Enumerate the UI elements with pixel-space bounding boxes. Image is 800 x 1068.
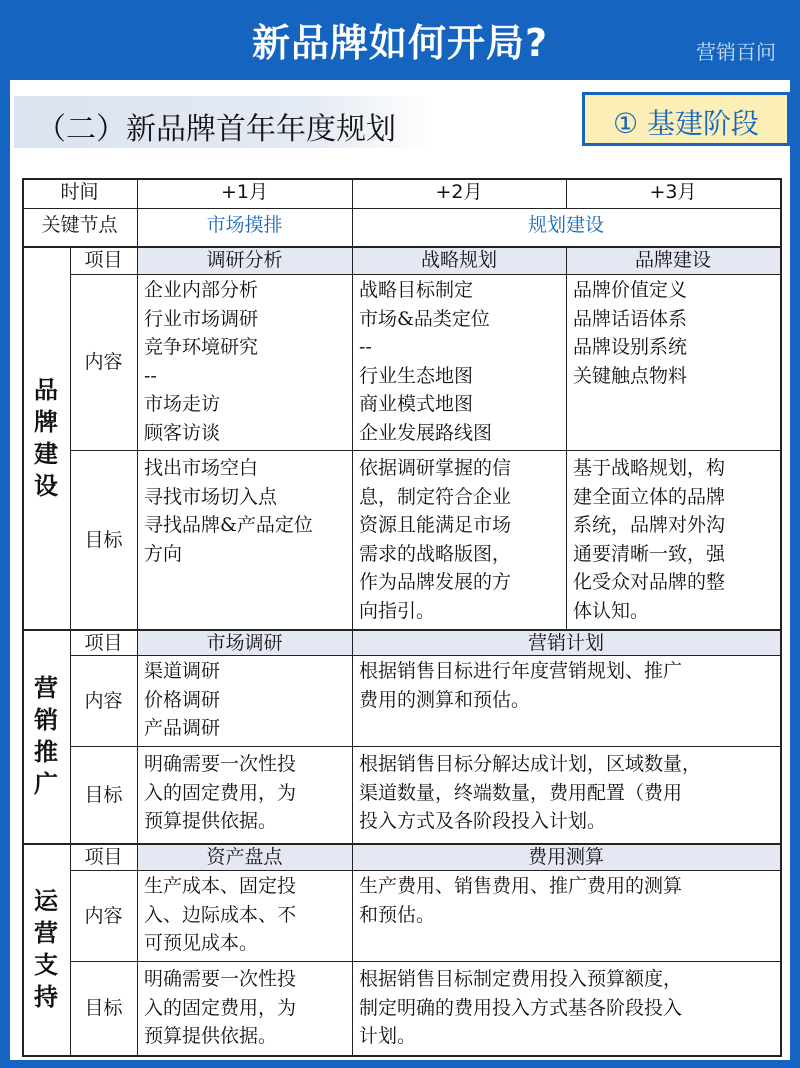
goal-line: 方向 [144, 542, 183, 565]
content-line: 行业市场调研 [144, 307, 259, 330]
goal-line: 通要清晰一致，强 [573, 542, 726, 565]
section-name-char: 品 [34, 375, 58, 404]
content-line: 费用的测算和预估。 [359, 688, 531, 711]
goal-line: 明确需要一次性投 [144, 753, 297, 775]
section-name [31, 885, 61, 1013]
table-vline [352, 178, 353, 246]
content-line: 市场&品类定位 [359, 307, 490, 330]
table-hline [70, 450, 780, 451]
node-market: 市场摸排 [206, 214, 283, 236]
table-hline [70, 746, 780, 747]
content-line: 生产费用、销售费用、推广费用的测算 [359, 875, 683, 897]
goal-line: 根据销售目标分解达成计划，区域数量， [359, 753, 702, 775]
goal-line: 系统，品牌对外沟 [573, 514, 726, 536]
goal-line: 预算提供依据。 [144, 1025, 278, 1047]
table-hline [70, 274, 780, 275]
goal-label: 目标 [84, 997, 123, 1019]
goal-line: 入的固定费用，为 [144, 781, 297, 804]
content-line: 战略目标制定 [359, 279, 474, 301]
goal-line: 寻找市场切入点 [144, 485, 278, 508]
goal-line: 寻找品牌&产品定位 [144, 514, 313, 536]
table-hline [70, 961, 780, 962]
table-vline [352, 843, 353, 1055]
item-header: 战略规划 [420, 249, 497, 271]
content-line: 行业生态地图 [359, 364, 474, 387]
content-label: 内容 [84, 689, 123, 712]
table-hline [22, 178, 780, 180]
goal-line: 根据销售目标制定费用投入预算额度， [359, 968, 683, 990]
item-label: 项目 [84, 632, 123, 654]
content-line: 商业模式地图 [359, 393, 474, 415]
goal-line: 体认知。 [573, 599, 650, 622]
content-line: 品牌价值定义 [573, 279, 688, 301]
item-label: 项目 [84, 846, 123, 868]
content-line: -- [359, 336, 372, 358]
table-vline [352, 246, 353, 629]
goal-line: 需求的战略版图， [359, 542, 512, 565]
table-hline [70, 870, 780, 871]
content-line: 企业发展路线图 [359, 421, 493, 444]
table-vline [137, 178, 138, 1055]
content-line: 品牌话语体系 [573, 307, 688, 330]
item-header: 市场调研 [206, 632, 283, 654]
content-line: 可预见成本。 [144, 932, 259, 954]
brand-label: 营销百问 [696, 40, 776, 64]
item-header: 调研分析 [206, 249, 283, 271]
section-name-char: 推 [34, 738, 58, 766]
goal-line: 入的固定费用，为 [144, 996, 297, 1019]
content-line: 价格调研 [144, 688, 221, 711]
goal-line: 预算提供依据。 [144, 810, 278, 832]
content-label: 内容 [84, 904, 123, 927]
subtitle-text: （二）新品牌首年年度规划 [36, 112, 396, 147]
content-line: 根据销售目标进行年度营销规划、推广 [359, 660, 683, 682]
goal-line: 作为品牌发展的方 [359, 571, 512, 593]
table-hline [22, 208, 780, 209]
goal-line: 向指引。 [359, 599, 436, 622]
goal-line: 建全面立体的品牌 [573, 485, 726, 508]
page-title: 新品牌如何开局? [251, 21, 549, 65]
table-vline [352, 629, 353, 843]
goal-line: 依据调研掌握的信 [359, 457, 512, 479]
section-name-char: 营 [34, 919, 58, 947]
section-name-char: 运 [34, 887, 58, 915]
section-name [31, 672, 61, 800]
goal-line: 计划。 [359, 1025, 417, 1047]
content-label: 内容 [84, 351, 123, 373]
table-vline [70, 246, 71, 1055]
item-label: 项目 [84, 249, 123, 271]
table-vline [566, 246, 567, 629]
content-line: 品牌设别系统 [573, 336, 688, 358]
goal-line: 找出市场空白 [144, 457, 259, 479]
month-1: +1月 [220, 181, 268, 203]
content-line: 市场走访 [144, 393, 221, 415]
goal-line: 化受众对品牌的整 [573, 571, 726, 593]
section-name-char: 持 [34, 983, 58, 1011]
item-header: 费用测算 [527, 846, 604, 868]
content-line: 入、边际成本、不 [144, 903, 297, 926]
table-vline [22, 178, 24, 1055]
node-label: 关键节点 [41, 214, 118, 236]
goal-line: 基于战略规划，构 [573, 457, 726, 479]
goal-line: 资源且能满足市场 [359, 514, 512, 536]
table-vline [566, 178, 567, 208]
table-hline [70, 655, 780, 656]
goal-line: 息，制定符合企业 [359, 485, 512, 508]
time-label: 时间 [60, 181, 99, 203]
stage-text: ① 基建阶段 [612, 107, 759, 140]
item-header: 资产盘点 [206, 846, 283, 868]
section-name-char: 建 [34, 439, 58, 468]
goal-label: 目标 [84, 783, 123, 806]
content-line: -- [144, 364, 157, 387]
item-header: 营销计划 [527, 632, 604, 654]
goal-line: 投入方式及各阶段投入计划。 [359, 810, 607, 832]
goal-line: 制定明确的费用投入方式基各阶段投入 [359, 996, 683, 1019]
content-line: 产品调研 [144, 717, 221, 739]
content-line: 顾客访谈 [144, 421, 221, 444]
section-name-char: 支 [34, 951, 58, 979]
content-line: 关键触点物料 [573, 364, 688, 387]
section-name-char: 牌 [34, 407, 58, 436]
goal-line: 明确需要一次性投 [144, 968, 297, 990]
content-line: 生产成本、固定投 [144, 875, 297, 897]
goal-line: 渠道数量，终端数量，费用配置（费用 [359, 781, 683, 804]
section-name-char: 销 [34, 706, 58, 734]
goal-label: 目标 [84, 528, 123, 551]
month-3: +3月 [649, 181, 697, 203]
node-planning: 规划建设 [527, 214, 604, 236]
section-name-char: 营 [34, 674, 58, 702]
table-vline [780, 178, 782, 1057]
section-name [31, 374, 61, 502]
content-line: 和预估。 [359, 903, 436, 926]
month-2: +2月 [435, 181, 483, 203]
content-line: 企业内部分析 [144, 279, 259, 301]
content-line: 渠道调研 [144, 660, 221, 682]
section-name-char: 广 [34, 770, 58, 798]
item-header: 品牌建设 [634, 249, 711, 271]
table-hline [22, 246, 780, 248]
content-line: 竞争环境研究 [144, 336, 259, 358]
section-name-char: 设 [34, 471, 58, 500]
table-hline [22, 1055, 780, 1057]
